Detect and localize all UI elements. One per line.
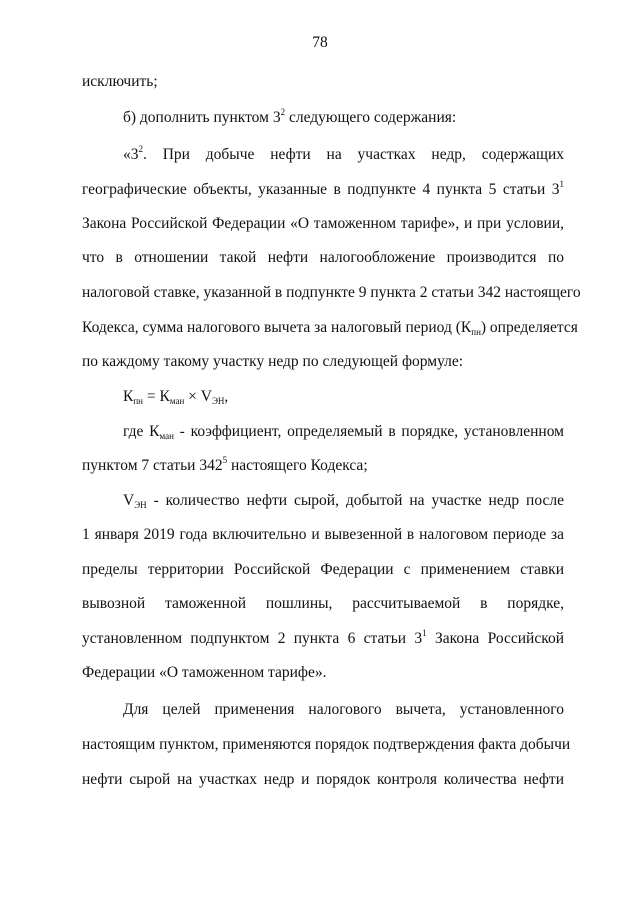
text-line: налоговой ставке, указанной в подпункте 9 пункта 2 статьи 342 настоящего	[82, 284, 581, 301]
text-line: по каждому такому участку недр по следующей формуле:	[82, 353, 464, 370]
text-line: «$3^2$. При добыче нефти на участках недр, содержащих	[123, 144, 564, 163]
text-line: $V_{ЭН}$ - количество нефти сырой, добытой на участке недр после	[123, 492, 564, 510]
page-number: 78	[312, 34, 328, 51]
text-line: настоящим пунктом, применяются порядок подтверждения факта добычи	[82, 736, 571, 753]
text-line: б) дополнить пунктом $3^2$ следующего содержания:	[123, 107, 457, 126]
text-line: нефти сырой на участках недр и порядок контроля количества нефти	[82, 771, 564, 788]
text-line: пределы территории Российской Федерации с применением ставки	[82, 561, 564, 578]
text-line: Федерации «О таможенном тарифе».	[82, 664, 327, 681]
text-line: Для целей применения налогового вычета, установленного	[123, 701, 564, 718]
text-line: что в отношении такой нефти налогообложение производится по	[82, 249, 564, 266]
text-line: географические объекты, указанные в подпункте 4 пункта 5 статьи $3^1$	[82, 179, 564, 198]
text-line: Закона Российской Федерации «О таможенном тарифе», и при условии,	[82, 215, 564, 232]
text-line: установленном подпунктом 2 пункта 6 статьи $3^1$ Закона Российской	[82, 628, 564, 647]
text-line: Кодекса, сумма налогового вычета за налоговый период $(К_{пн})$ определяется	[82, 319, 578, 337]
text-line: вывозной таможенной пошлины, рассчитываемой в порядке,	[82, 595, 564, 612]
text-line: 1 января 2019 года включительно и вывезенной в налоговом периоде за	[82, 526, 564, 543]
text-line: исключить;	[82, 73, 158, 90]
formula-line: $К_{пн} = К_{ман} \times V_{ЭН}$,	[123, 388, 229, 406]
text-line: где $К_{ман}$ - коэффициент, определяемый в порядке, установленном	[123, 423, 564, 441]
text-line: пунктом 7 статьи $342^5$ настоящего Кодекса;	[82, 455, 368, 474]
